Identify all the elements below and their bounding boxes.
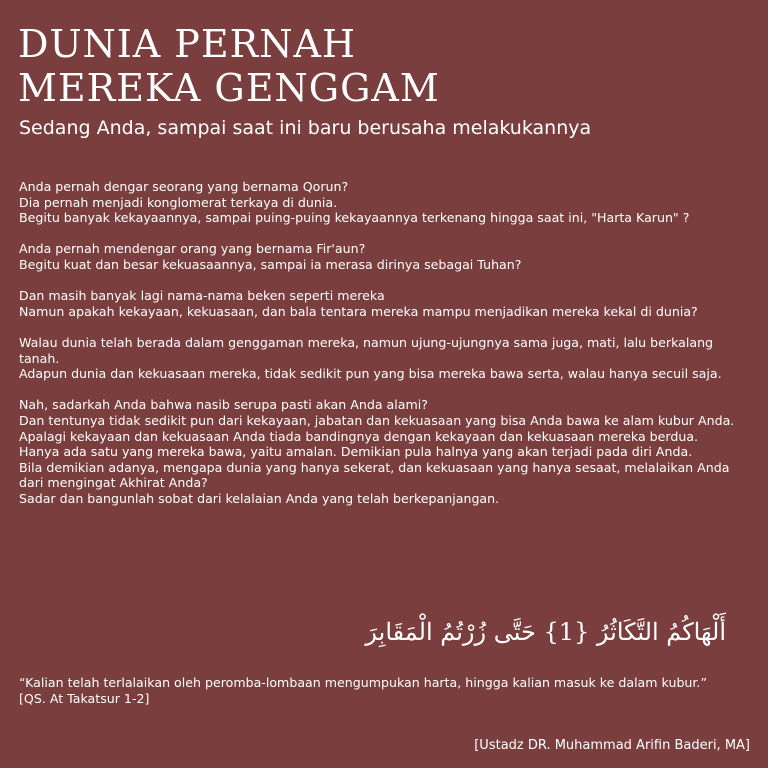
text-line: Namun apakah kekayaan, kekuasaan, dan bala tentara mereka mampu menjadikan mereka kekal di dunia? [19, 303, 698, 319]
text-line: Dia pernah menjadi konglomerat terkaya di dunia. [19, 194, 338, 210]
article-body [19, 179, 737, 522]
text-line: Dan tentunya tidak sedikit pun dari kekayaan, jabatan dan kekuasaan yang bisa Anda bawa ke alam kubur Anda. [19, 412, 735, 428]
text-line: Begitu banyak kekayaannya, sampai puing-puing kekayaannya terkenang hingga saat ini, "Harta Karun" ? [19, 210, 690, 226]
verse-translation: “Kalian telah terlalaikan oleh peromba-lombaan mengumpukan harta, hingga kalian masuk ke dalam kubur.” [QS. At Takatsur 1-2] [19, 675, 707, 706]
title-line-1: DUNIA PERNAH [18, 22, 357, 66]
author-credit: [Ustadz DR. Muhammad Arifin Baderi, MA] [474, 738, 750, 753]
text-line: Anda pernah mendengar orang yang bernama Fir'aun? [19, 241, 366, 257]
text-line: Hanya ada satu yang mereka bawa, yaitu amalan. Demikian pula halnya yang akan terjadi pada diri Anda. [19, 444, 693, 460]
paragraph-qorun [19, 179, 737, 226]
text-line: Nah, sadarkah Anda bahwa nasib serupa pasti akan Anda alami? [19, 397, 428, 413]
arabic-verse: أَلْهَاكُمُ التَّكَاثُرُ {1} حَتَّى زُرْتُمُ الْمَقَابِرَ [365, 618, 726, 646]
text-line: Dan masih banyak lagi nama-nama beken seperti mereka [19, 288, 385, 304]
text-line: Apalagi kekayaan dan kekuasaan Anda tiada bandingnya dengan kekayaan dan kekuasaan mereka berdua. [19, 428, 699, 444]
paragraph-others [19, 288, 737, 319]
subtitle: Sedang Anda, sampai saat ini baru berusaha melakukannya [19, 117, 592, 139]
page-title [18, 22, 440, 110]
text-line: Bila demikian adanya, mengapa dunia yang hanya sekerat, dan kekuasaan yang hanya sesaat, melalaikan Anda dari mengingat Akhirat Anda? [19, 459, 730, 491]
text-line: Sadar dan bangunlah sobat dari kelalaian Anda yang telah berkepanjangan. [19, 490, 500, 506]
paragraph-death [19, 335, 737, 382]
text-line: Anda pernah dengar seorang yang bernama Qorun? [19, 179, 349, 194]
paragraph-firaun [19, 241, 737, 272]
text-line: Walau dunia telah berada dalam genggaman mereka, namun ujung-ujungnya sama juga, mati, lalu berkalang tanah. [19, 334, 714, 366]
text-line: Adapun dunia dan kekuasaan mereka, tidak sedikit pun yang bisa mereka bawa serta, walau hanya secuil saja. [19, 366, 722, 382]
text-line: Begitu kuat dan besar kekuasaannya, sampai ia merasa dirinya sebagai Tuhan? [19, 256, 522, 272]
title-line-2: MEREKA GENGGAM [18, 66, 440, 110]
paragraph-reflection [19, 397, 737, 506]
